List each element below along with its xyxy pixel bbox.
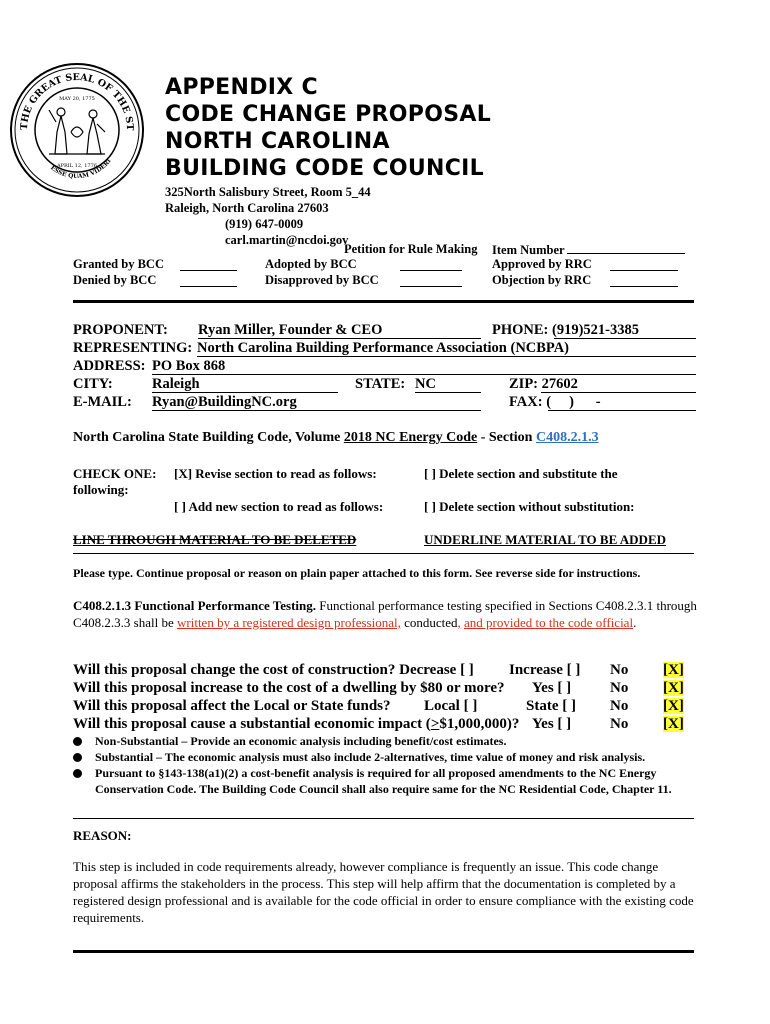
- proposal-text: [73, 597, 698, 631]
- proposal-text-2: conducted: [400, 615, 458, 630]
- objection-rrc-blank: [610, 286, 678, 287]
- answer-no-2[interactable]: [663, 680, 684, 697]
- fax-label: [509, 394, 601, 411]
- email-line: [152, 410, 481, 411]
- check-one-label: CHECK ONE:: [73, 466, 157, 481]
- no-label-3: No: [610, 698, 629, 714]
- approved-rrc-blank: [610, 270, 678, 271]
- disapproved-blank: [400, 286, 462, 287]
- approved-rrc-label: Approved by RRC: [492, 257, 592, 271]
- state-line: [415, 392, 481, 393]
- proposal-added-3: and provided to the code official: [464, 615, 634, 630]
- footer-divider: [73, 950, 694, 953]
- state-value[interactable]: NC: [415, 376, 436, 392]
- instructions: Please type. Continue proposal or reason on plain paper attached to this form. See reverse side for instructions.: [73, 566, 641, 580]
- code-prefix: North Carolina State Building Code, Volume: [73, 430, 341, 445]
- zip-value[interactable]: 27602: [541, 376, 578, 392]
- option-revise[interactable]: [X] Revise section to read as follows:: [174, 466, 377, 481]
- state-seal: [9, 62, 145, 198]
- question-funds-local[interactable]: Local [ ]: [424, 698, 478, 714]
- phone-label: [492, 322, 639, 339]
- email-label: E-MAIL:: [73, 394, 132, 410]
- proposal-text-4: .: [633, 615, 637, 630]
- zip-label-text: ZIP:: [509, 376, 538, 392]
- no-label-2: No: [610, 680, 629, 696]
- reason-label: REASON:: [73, 828, 132, 843]
- reason-text[interactable]: This step is included in code requirements already, however compliance is frequently an issue. This code change proposal affirms the stakeholders in the process. This step will help affirm that the documentation is completed by a registered design professional and is available for the code official in order to ensure compliance with the existing code requirements.: [73, 859, 694, 925]
- code-volume[interactable]: 2018 NC Energy Code: [343, 430, 478, 445]
- address-phone: (919) 647-0009: [225, 217, 304, 231]
- question-dwelling-yes[interactable]: Yes [ ]: [532, 680, 572, 696]
- note-pursuant: Pursuant to §143-138(a1)(2) a cost-benefit analysis is required for all proposed amendments to the NC Energy Conservation Code. The Building Code Council shall also require same for the NC Residential Code, Chapter 11.: [73, 765, 693, 797]
- granted-label: Granted by BCC: [73, 257, 164, 271]
- question-funds: Will this proposal affect the Local or State funds?: [73, 698, 391, 714]
- item-number-text: Item Number: [492, 243, 565, 257]
- zip-label: [509, 376, 578, 393]
- option-add[interactable]: [ ] Add new section to read as follows:: [174, 499, 384, 514]
- title-line-4: BUILDING CODE COUNCIL: [165, 156, 484, 181]
- legend-deleted: LINE THROUGH MATERIAL TO BE DELETED: [73, 532, 357, 547]
- city-label: CITY:: [73, 376, 113, 392]
- city-line: [152, 392, 338, 393]
- adopted-label: Adopted by BCC: [265, 257, 357, 271]
- question-cost: Will this proposal change the cost of construction? Decrease [ ]: [73, 662, 474, 678]
- denied-blank: [180, 286, 237, 287]
- address-city: Raleigh, North Carolina 27603: [165, 201, 329, 215]
- objection-rrc-label: Objection by RRC: [492, 273, 592, 287]
- title-line-2: CODE CHANGE PROPOSAL: [165, 102, 492, 127]
- code-section-label: - Section: [480, 430, 533, 445]
- fax-value[interactable]: ( ) -: [546, 394, 601, 410]
- title-line-1: APPENDIX C: [165, 75, 318, 100]
- proposal-text-1: Functional performance testing specified in Sections C408.2.3.1 through C408.2.3.3 shall be: [73, 598, 697, 630]
- council-address: [165, 184, 371, 248]
- address-label: ADDRESS:: [73, 358, 146, 374]
- proposal-added-2: ,: [457, 615, 461, 630]
- note-non-substantial: Non-Substantial – Provide an economic analysis including benefit/cost estimates.: [73, 733, 693, 749]
- proponent-value[interactable]: Ryan Miller, Founder & CEO: [198, 322, 383, 338]
- address-value[interactable]: PO Box 868: [152, 358, 226, 374]
- item-number-label: [492, 242, 685, 258]
- following-label: following:: [73, 482, 129, 497]
- economic-notes: [73, 733, 693, 797]
- answer-no-2-mark: [X]: [663, 680, 684, 696]
- disapproved-label: Disapproved by BCC: [265, 273, 379, 287]
- proponent-label: PROPONENT:: [73, 322, 168, 338]
- city-value[interactable]: Raleigh: [152, 376, 200, 392]
- representing-line: [197, 356, 696, 357]
- header-divider: [73, 300, 694, 303]
- answer-no-1[interactable]: [663, 662, 684, 679]
- question-impact-text: Will this proposal cause a substantial economic impact (: [73, 716, 431, 732]
- fax-line: [548, 410, 696, 411]
- fax-label-text: FAX:: [509, 394, 543, 410]
- question-impact: [73, 716, 519, 733]
- no-label-1: No: [610, 662, 629, 678]
- option-delete-substitute[interactable]: [ ] Delete section and substitute the: [424, 466, 618, 481]
- granted-blank: [180, 270, 237, 271]
- question-cost-increase[interactable]: Increase [ ]: [509, 662, 581, 678]
- zip-line: [541, 392, 696, 393]
- seal-date-top: MAY 20, 1775: [59, 96, 95, 102]
- seal-ring-text: THE GREAT SEAL OF THE ST: [18, 71, 136, 131]
- no-label-4: No: [610, 716, 629, 732]
- title-line-3: NORTH CAROLINA: [165, 129, 390, 154]
- answer-no-3[interactable]: [663, 698, 684, 715]
- seal-motto: ESSE QUAM VIDERI: [49, 157, 113, 181]
- reason-divider: [73, 818, 694, 819]
- proposal-heading: C408.2.1.3 Functional Performance Testing.: [73, 598, 317, 613]
- note-substantial: Substantial – The economic analysis must also include 2-alternatives, time value of money and risk analysis.: [73, 749, 693, 765]
- answer-no-4[interactable]: [663, 716, 684, 733]
- question-dwelling: Will this proposal increase to the cost of a dwelling by $80 or more?: [73, 680, 505, 696]
- denied-label: Denied by BCC: [73, 273, 157, 287]
- question-impact-yes[interactable]: Yes [ ]: [532, 716, 572, 732]
- phone-line: [554, 338, 696, 339]
- phone-value[interactable]: (919)521-3385: [552, 322, 640, 338]
- form-title: [165, 74, 491, 182]
- option-delete-only[interactable]: [ ] Delete section without substitution:: [424, 499, 635, 514]
- answer-no-4-mark: [X]: [663, 716, 684, 732]
- phone-label-text: PHONE:: [492, 322, 549, 338]
- state-label: STATE:: [355, 376, 406, 392]
- adopted-blank: [400, 270, 462, 271]
- address-line: [152, 374, 696, 375]
- code-section-value[interactable]: C408.2.1.3: [535, 430, 599, 445]
- address-street: 325North Salisbury Street, Room 5_44: [165, 185, 371, 199]
- address-email: carl.martin@ncdoi.gov: [225, 233, 349, 247]
- seal-date-bottom: APRIL 12, 1776: [57, 163, 97, 169]
- question-impact-ge: >: [430, 716, 440, 732]
- email-value[interactable]: Ryan@BuildingNC.org: [152, 394, 297, 410]
- code-section-line: [73, 430, 652, 446]
- petition-label: Petition for Rule Making: [344, 242, 478, 256]
- question-impact-amount: $1,000,000)?: [439, 716, 520, 732]
- representing-label: REPRESENTING:: [73, 340, 193, 356]
- legend-added: UNDERLINE MATERIAL TO BE ADDED: [424, 532, 666, 547]
- answer-no-3-mark: [X]: [663, 698, 684, 714]
- proposal-added-1: written by a registered design professional,: [177, 615, 401, 630]
- answer-no-1-mark: [X]: [663, 662, 684, 678]
- question-funds-state[interactable]: State [ ]: [526, 698, 576, 714]
- representing-value[interactable]: North Carolina Building Performance Association (NCBPA): [197, 340, 570, 356]
- proponent-line: [198, 338, 481, 339]
- item-number-blank: [567, 242, 685, 254]
- legend-divider: [73, 553, 694, 554]
